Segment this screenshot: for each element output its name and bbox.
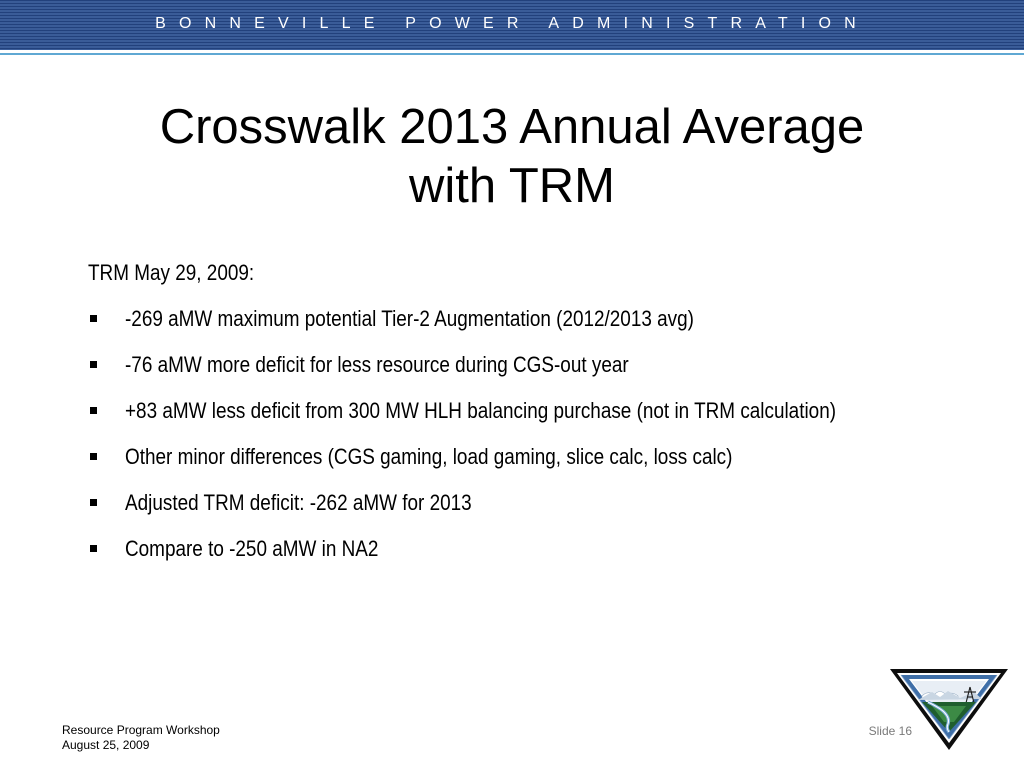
bullet-item <box>88 350 918 380</box>
square-bullet-icon <box>90 407 97 414</box>
bullet-text: Adjusted TRM deficit: -262 aMW for 2013 <box>125 490 472 515</box>
slide-title-line-1: Crosswalk 2013 Annual Average <box>159 100 865 154</box>
bullet-text: +83 aMW less deficit from 300 MW HLH balancing purchase (not in TRM calculation) <box>125 398 837 423</box>
square-bullet-icon <box>90 545 97 552</box>
slide-body <box>88 258 918 580</box>
slide-title <box>40 98 984 216</box>
slide-title-line-2: with TRM <box>408 159 615 213</box>
bullet-item <box>88 304 918 334</box>
intro-text: TRM May 29, 2009: <box>88 260 255 285</box>
footer-date: August 25, 2009 <box>62 738 150 752</box>
bullet-item <box>88 442 918 472</box>
bullet-text: -76 aMW more deficit for less resource during CGS-out year <box>125 352 629 377</box>
square-bullet-icon <box>90 499 97 506</box>
bullet-list <box>88 304 918 564</box>
footer-info <box>62 723 220 753</box>
bullet-item <box>88 396 918 426</box>
bullet-text: Compare to -250 aMW in NA2 <box>125 536 379 561</box>
organization-name: BONNEVILLE POWER ADMINISTRATION <box>155 15 869 32</box>
bpa-triangle-logo-icon <box>888 666 1010 752</box>
square-bullet-icon <box>90 453 97 460</box>
bullet-item <box>88 534 918 564</box>
footer-event-name: Resource Program Workshop <box>62 723 220 737</box>
bullet-text: Other minor differences (CGS gaming, load gaming, slice calc, loss calc) <box>125 444 733 469</box>
bullet-item <box>88 488 918 518</box>
top-banner <box>0 0 1024 50</box>
bullet-text: -269 aMW maximum potential Tier-2 Augmentation (2012/2013 avg) <box>125 306 694 331</box>
square-bullet-icon <box>90 315 97 322</box>
slide-number: Slide 16 <box>868 724 912 738</box>
header-divider <box>0 53 1024 55</box>
square-bullet-icon <box>90 361 97 368</box>
